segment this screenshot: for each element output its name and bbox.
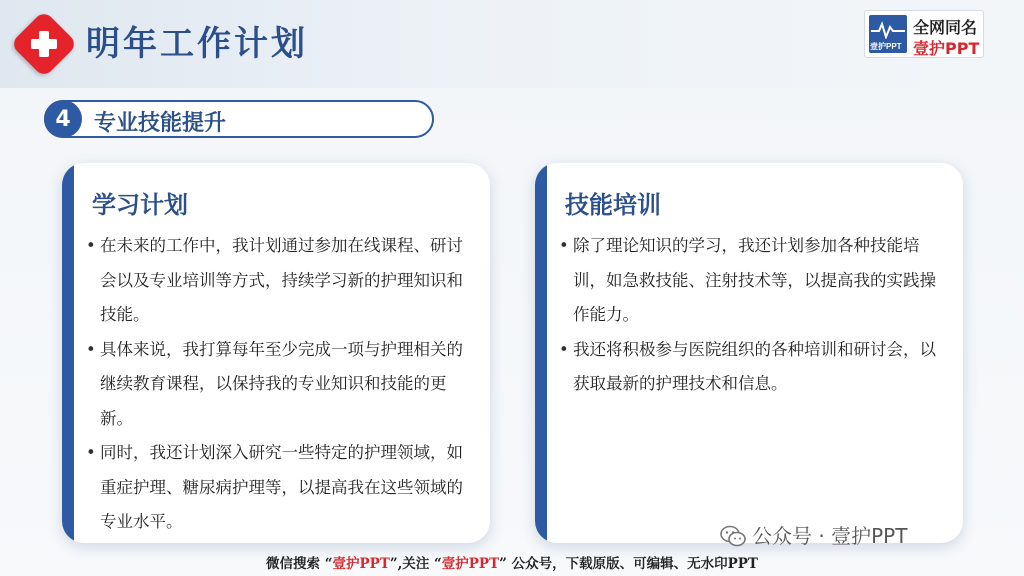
cross-icon — [29, 29, 59, 59]
footer-text: ” 公众号，下载原版、可编辑、无水印PPT — [499, 556, 758, 572]
section-header — [44, 100, 434, 138]
list-item: • 在未来的工作中，我计划通过参加在线课程、研讨会以及专业培训等方式，持续学习新的护理知识和技能。 — [88, 229, 468, 333]
brand-mark-text: 壹护PPT — [870, 42, 902, 51]
wechat-icon — [720, 525, 746, 547]
wechat-watermark — [720, 520, 907, 549]
bullet-list — [88, 229, 468, 540]
card-skill-training — [535, 163, 963, 543]
footer-highlight: 壹护PPT — [441, 556, 500, 572]
list-item: • 同时，我还计划深入研究一些特定的护理领域，如重症护理、糖尿病护理等，以提高我在这些领域的专业水平。 — [88, 436, 468, 540]
section-title: 专业技能提升 — [94, 111, 227, 136]
card-title: 学习计划 — [92, 191, 188, 219]
page-title: 明年工作计划 — [86, 24, 308, 64]
list-item: • 具体来说，我打算每年至少完成一项与护理相关的继续教育课程，以保持我的专业知识和技能的更新。 — [88, 333, 468, 437]
footer-text: ”,关注 “ — [389, 556, 442, 572]
card-accent — [62, 163, 74, 543]
brand-line2: 壹护PPT — [913, 39, 980, 58]
bullet-list — [561, 229, 941, 402]
brand-logo — [869, 15, 907, 53]
heartbeat-icon — [871, 21, 905, 39]
brand-line1: 全网同名 — [913, 18, 978, 37]
footer-note — [0, 552, 1024, 572]
card-title: 技能培训 — [565, 191, 661, 219]
list-item: • 我还将积极参与医院组织的各种培训和研讨会，以获取最新的护理技术和信息。 — [561, 333, 941, 402]
card-accent — [535, 163, 547, 543]
brand-badge — [864, 10, 984, 58]
list-item: • 除了理论知识的学习，我还计划参加各种技能培训，如急救技能、注射技术等，以提高我的实践操作能力。 — [561, 229, 941, 333]
footer-highlight: 壹护PPT — [332, 556, 390, 572]
footer-text: 微信搜索 “ — [266, 556, 333, 572]
watermark-text: 公众号 · 壹护PPT — [752, 524, 908, 548]
card-study-plan — [62, 163, 490, 543]
section-number: 4 — [44, 100, 82, 138]
